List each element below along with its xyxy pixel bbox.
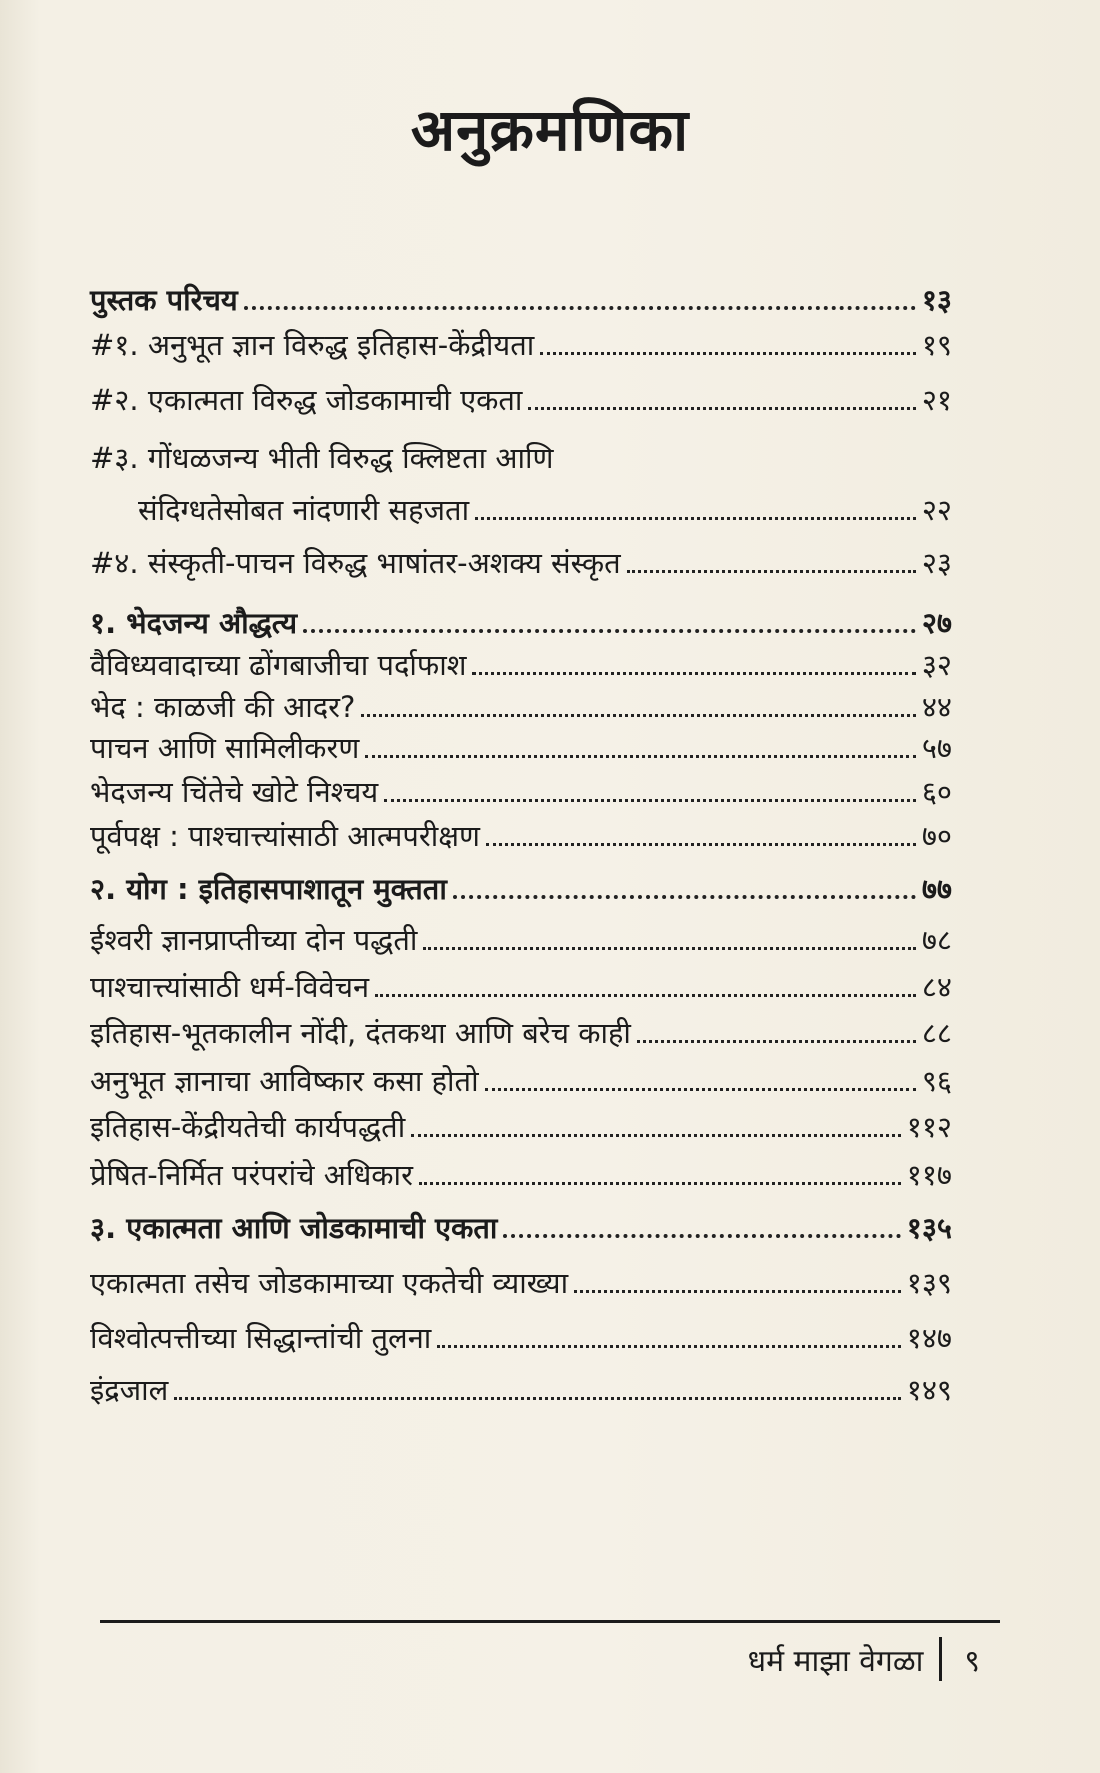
toc-entry — [90, 908, 952, 959]
toc-leader-dots — [419, 1182, 901, 1185]
toc-entry — [90, 265, 952, 319]
toc-leader-dots — [574, 1290, 901, 1293]
toc-leader-dots — [411, 1134, 901, 1137]
toc-leader-dots — [472, 672, 915, 675]
toc-leader-dots — [365, 755, 916, 758]
toc-entry — [90, 1194, 952, 1247]
toc-entry-title: पाश्चात्त्यांसाठी धर्म-विवेचन — [90, 970, 370, 1004]
toc-page-number: ६० — [921, 775, 952, 809]
toc-entry-title: एकात्मता तसेच जोडकामाच्या एकतेची व्याख्या — [90, 1266, 569, 1300]
toc-entry — [90, 811, 952, 855]
toc-leader-dots — [384, 799, 916, 802]
toc-entry-title: वैविध्यवादाच्या ढोंगबाजीचा पर्दाफाश — [90, 648, 467, 682]
toc-page-number: १४९ — [906, 1373, 952, 1407]
toc-page-number: ७८ — [921, 923, 952, 957]
toc-entry — [90, 1006, 952, 1052]
toc-page-number: १९ — [921, 328, 952, 362]
toc-entry — [90, 1146, 952, 1194]
toc-entry-title: संदिग्धतेसोबत नांदणारी सहजता — [138, 493, 470, 527]
toc-leader-dots — [437, 1345, 900, 1348]
toc-leader-dots — [361, 714, 915, 717]
toc-entry — [90, 364, 952, 419]
toc-entry-title: अनुभूत ज्ञानाचा आविष्कार कसा होतो — [90, 1064, 479, 1098]
toc-entry-title: पाचन आणि सामिलीकरण — [90, 731, 360, 765]
toc-entry-title: ईश्वरी ज्ञानप्राप्तीच्या दोन पद्धती — [90, 923, 418, 957]
toc-entry — [90, 477, 952, 529]
footer-book-title: धर्म माझा वेगळा — [747, 1643, 924, 1679]
footer-rule — [100, 1620, 1000, 1623]
toc-leader-dots — [627, 570, 916, 573]
toc-page-number: २१ — [921, 383, 952, 417]
toc-entry — [90, 726, 952, 767]
toc-leader-dots — [637, 1040, 916, 1043]
table-of-contents — [90, 265, 952, 1409]
toc-leader-dots — [486, 843, 916, 846]
toc-page-number: १४७ — [906, 1321, 952, 1355]
toc-entry — [90, 529, 952, 582]
toc-entry-title: विश्वोत्पत्तीच्या सिद्धान्तांची तुलना — [90, 1321, 432, 1355]
toc-page-number: ९६ — [921, 1064, 952, 1098]
toc-entry-title: इतिहास-भूतकालीन नोंदी, दंतकथा आणि बरेच काही — [90, 1016, 631, 1050]
toc-leader-dots — [485, 1088, 916, 1091]
toc-page-number: १३५ — [906, 1211, 952, 1245]
toc-entry-title: #४. संस्कृती-पाचन विरुद्ध भाषांतर-अशक्य संस्कृत — [90, 546, 621, 580]
footer-separator — [939, 1637, 942, 1681]
toc-entry-title: इतिहास-केंद्रीयतेची कार्यपद्धती — [90, 1110, 406, 1144]
toc-leader-dots — [174, 1397, 900, 1400]
toc-entry-title: पूर्वपक्ष : पाश्चात्त्यांसाठी आत्मपरीक्षण — [90, 819, 480, 853]
page-title: अनुक्रमणिका — [410, 96, 690, 164]
toc-leader-dots — [303, 629, 916, 633]
toc-leader-dots — [540, 352, 916, 355]
toc-leader-dots — [528, 407, 915, 410]
toc-page-number: २७ — [921, 606, 952, 640]
toc-entry-title: भेद : काळजी की आदर? — [90, 690, 356, 724]
toc-leader-dots — [375, 994, 916, 997]
footer-page-number: ९ — [964, 1643, 980, 1679]
toc-entry — [90, 767, 952, 811]
toc-entry-title: ३. एकात्मता आणि जोडकामाची एकता — [90, 1211, 498, 1245]
toc-entry-title: पुस्तक परिचय — [90, 283, 238, 317]
toc-leader-dots — [453, 895, 916, 899]
toc-page-number: २२ — [921, 493, 952, 527]
toc-entry — [90, 1247, 952, 1302]
toc-page-number: ३२ — [921, 648, 952, 682]
toc-leader-dots — [475, 517, 916, 520]
toc-entry-title: #३. गोंधळजन्य भीती विरुद्ध क्लिष्टता आणि — [90, 441, 554, 475]
toc-page-number: ११७ — [906, 1158, 952, 1192]
toc-entry — [90, 1052, 952, 1100]
toc-page-number: ७० — [921, 819, 952, 853]
toc-entry — [90, 319, 952, 364]
toc-entry — [90, 419, 952, 477]
toc-entry — [90, 1357, 952, 1409]
toc-page-number: ८४ — [921, 970, 952, 1004]
toc-page-number: ८८ — [921, 1016, 952, 1050]
toc-entry — [90, 959, 952, 1006]
page-footer — [748, 1637, 980, 1681]
toc-page-number: १३९ — [906, 1266, 952, 1300]
toc-entry-title: #१. अनुभूत ज्ञान विरुद्ध इतिहास-केंद्रीयता — [90, 328, 535, 362]
toc-leader-dots — [503, 1234, 900, 1238]
toc-page-number: ७७ — [921, 872, 952, 906]
toc-page-number: ११२ — [906, 1110, 952, 1144]
toc-entry — [90, 1100, 952, 1146]
toc-entry — [90, 582, 952, 642]
toc-entry-title: १. भेदजन्य औद्धत्य — [90, 606, 298, 640]
toc-entry-title: इंद्रजाल — [90, 1373, 169, 1407]
toc-entry-title: #२. एकात्मता विरुद्ध जोडकामाची एकता — [90, 383, 523, 417]
toc-entry-title: २. योग : इतिहासपाशातून मुक्तता — [90, 872, 447, 906]
toc-entry-title: प्रेषित-निर्मित परंपरांचे अधिकार — [90, 1158, 413, 1192]
toc-entry — [90, 1302, 952, 1357]
toc-leader-dots — [244, 306, 916, 310]
toc-page-number: ५७ — [921, 731, 952, 765]
toc-entry — [90, 684, 952, 726]
toc-leader-dots — [423, 947, 915, 950]
toc-entry-title: भेदजन्य चिंतेचे खोटे निश्चय — [90, 775, 379, 809]
toc-page-number: १३ — [921, 283, 952, 317]
toc-entry — [90, 642, 952, 684]
toc-page-number: ४४ — [921, 690, 952, 724]
toc-page-number: २३ — [921, 546, 952, 580]
toc-entry — [90, 855, 952, 908]
